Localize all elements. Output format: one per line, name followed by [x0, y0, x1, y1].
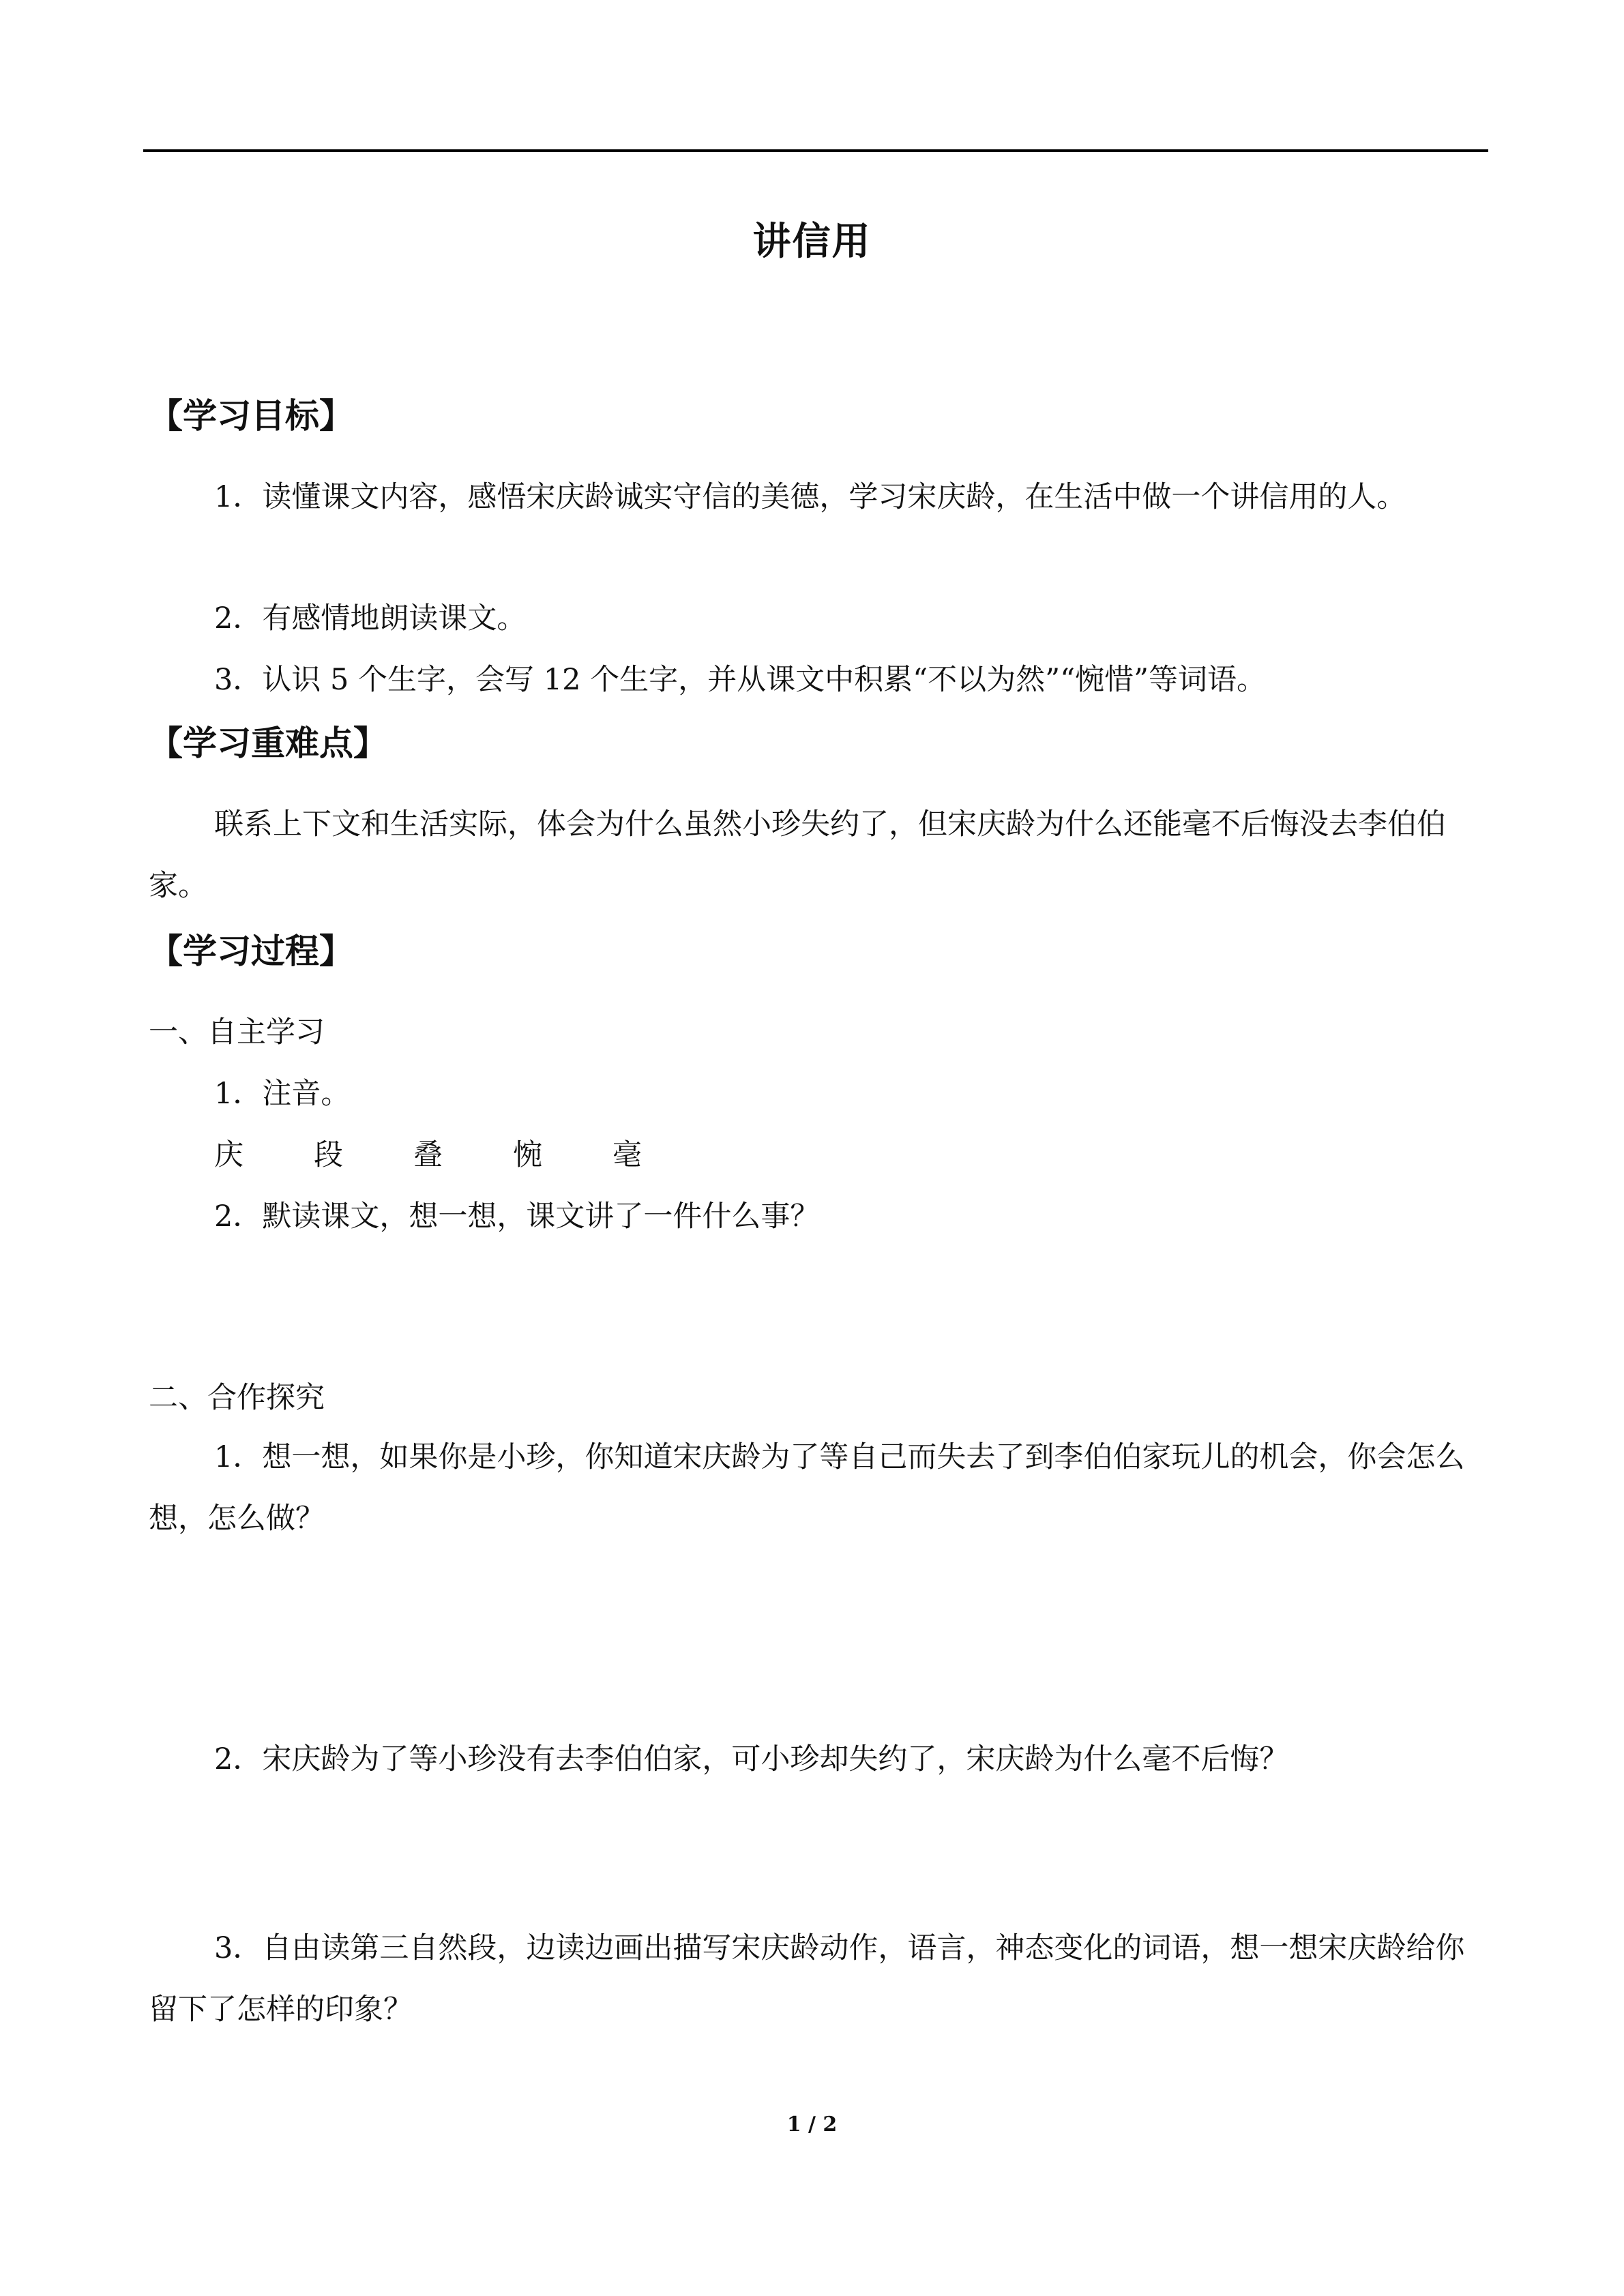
page-number: 1 / 2 — [786, 2113, 838, 2136]
section-heading-process: 【学习过程】 — [149, 931, 353, 971]
pinyin-char: 毫 — [612, 1138, 642, 1172]
header-rule — [143, 149, 1488, 152]
goal-item-3: 3．认识 5 个生字，会写 12 个生字，并从课文中积累“不以为然”“惋惜”等词语。 — [214, 663, 1267, 697]
part1-question-2: 2．默读课文，想一想，课文讲了一件什么事？ — [214, 1199, 820, 1234]
part2-question-1: 1．想一想，如果你是小珍，你知道宋庆龄为了等自己而失去了到李伯伯家玩儿的机会，你会怎么想，怎么做？ — [149, 1440, 1465, 1536]
part1-question-1: 1．注音。 — [214, 1077, 351, 1111]
pinyin-characters — [214, 1135, 712, 1176]
part2-question-3: 3．自由读第三自然段，边读边画出描写宋庆龄动作，语言，神态变化的词语，想一想宋庆龄给你留下了怎样的印象？ — [149, 1931, 1465, 2027]
part2-title: 二、合作探究 — [149, 1381, 325, 1415]
section-heading-key-points: 【学习重难点】 — [149, 724, 387, 763]
page-title: 讲信用 — [752, 220, 872, 264]
pinyin-char: 叠 — [413, 1138, 443, 1172]
key-points-text: 联系上下文和生活实际，体会为什么虽然小珍失约了，但宋庆龄为什么还能毫不后悔没去李伯伯家。 — [149, 807, 1446, 903]
goal-item-1: 1．读懂课文内容，感悟宋庆龄诚实守信的美德，学习宋庆龄，在生活中做一个讲信用的人。 — [214, 480, 1406, 514]
part1-title: 一、自主学习 — [149, 1015, 325, 1049]
section-heading-goals: 【学习目标】 — [149, 396, 353, 436]
part2-question-2: 2．宋庆龄为了等小珍没有去李伯伯家，可小珍却失约了，宋庆龄为什么毫不后悔？ — [214, 1742, 1289, 1776]
pinyin-char: 段 — [314, 1138, 343, 1172]
pinyin-char: 惋 — [513, 1138, 542, 1172]
pinyin-char: 庆 — [214, 1138, 243, 1172]
goal-item-2: 2．有感情地朗读课文。 — [214, 601, 527, 636]
